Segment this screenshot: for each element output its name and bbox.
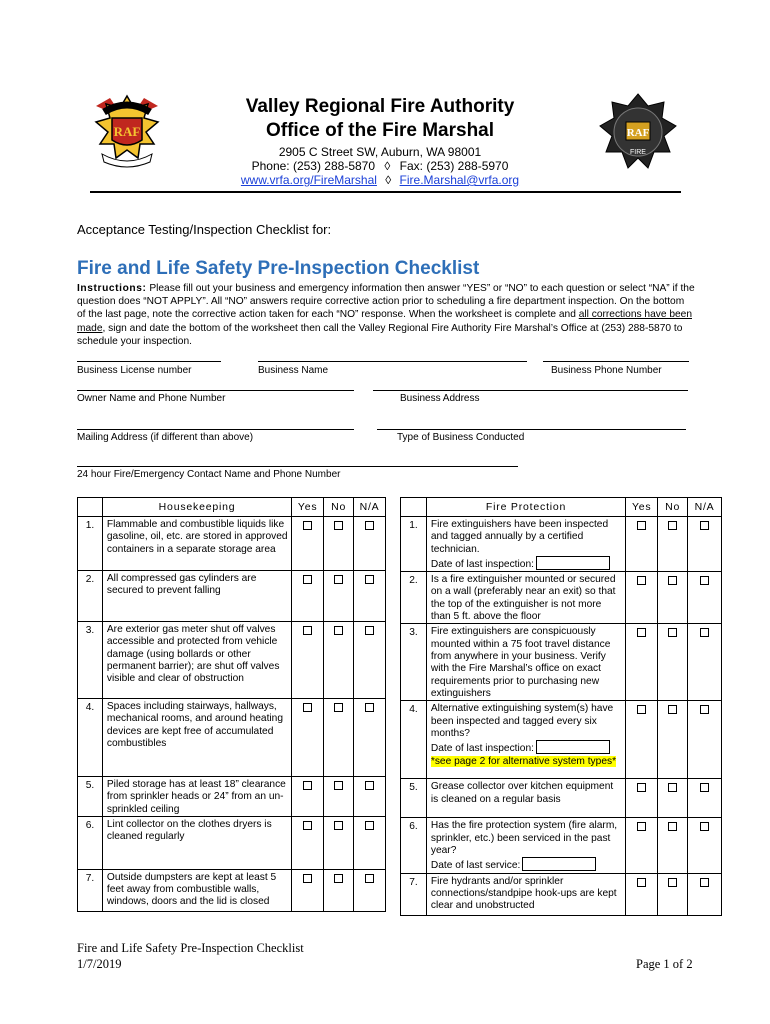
yes-checkbox[interactable] [303, 821, 312, 830]
contact-line [180, 159, 580, 174]
col-yes: Yes [292, 498, 324, 517]
svg-text:RAF: RAF [113, 124, 141, 139]
na-checkbox[interactable] [365, 521, 374, 530]
phone: Phone: (253) 288-5870 [251, 159, 376, 173]
business-name-label: Business Name [258, 365, 329, 376]
mailing-address-label: Mailing Address (if different than above) [77, 432, 254, 443]
table-row: 3. Fire extinguishers are conspicuously mounted within a 75 foot travel distance from anywhere in your business. Verify with the Fire Marshal’s office on exact requirements prior to purchasing new extinguishers [401, 624, 722, 701]
yes-checkbox[interactable] [303, 626, 312, 635]
mailing-address-line[interactable] [77, 429, 354, 430]
yes-checkbox[interactable] [303, 874, 312, 883]
see-page-2-note: *see page 2 for alternative system types* [430, 755, 617, 767]
na-checkbox[interactable] [700, 878, 709, 887]
business-type-label: Type of Business Conducted [397, 432, 525, 443]
table-row: 2. Is a fire extinguisher mounted or secured on a wall (preferably near an exit) so that the top of the extinguisher is not more than 5 ft. above the floor [401, 572, 722, 624]
website-link[interactable]: www.vrfa.org/FireMarshal [240, 173, 377, 187]
na-checkbox[interactable] [365, 703, 374, 712]
no-checkbox[interactable] [334, 575, 343, 584]
yes-checkbox[interactable] [637, 783, 646, 792]
footer-date: 1/7/2019 [77, 957, 122, 971]
na-checkbox[interactable] [700, 521, 709, 530]
na-checkbox[interactable] [365, 575, 374, 584]
na-checkbox[interactable] [365, 874, 374, 883]
no-checkbox[interactable] [668, 783, 677, 792]
fire-protection-heading: Fire Protection [426, 498, 625, 517]
address: 2905 C Street SW, Auburn, WA 98001 [278, 145, 482, 159]
table-row: 6. Lint collector on the clothes dryers is cleaned regularly [78, 816, 386, 869]
na-checkbox[interactable] [700, 576, 709, 585]
no-checkbox[interactable] [334, 521, 343, 530]
table-row: 1. Fire extinguishers have been inspected and tagged annually by a certified technician. Date of last inspection: [401, 517, 722, 572]
emergency-contact-line[interactable] [77, 466, 518, 467]
page-number: Page 1 of 2 [636, 957, 693, 971]
emergency-contact-label: 24 hour Fire/Emergency Contact Name and Phone Number [77, 469, 341, 480]
table-row: 7. Outside dumpsters are kept at least 5 feet away from combustible walls, windows, doors and the lid is closed [78, 869, 386, 911]
yes-checkbox[interactable] [637, 576, 646, 585]
no-checkbox[interactable] [334, 781, 343, 790]
col-yes: Yes [626, 498, 658, 517]
yes-checkbox[interactable] [303, 781, 312, 790]
table-row: 5. Grease collector over kitchen equipment is cleaned on a regular basis [401, 779, 722, 818]
yes-checkbox[interactable] [303, 575, 312, 584]
no-checkbox[interactable] [334, 626, 343, 635]
acceptance-label: Acceptance Testing/Inspection Checklist for: [77, 222, 332, 237]
yes-checkbox[interactable] [637, 521, 646, 530]
col-no: No [324, 498, 354, 517]
yes-checkbox[interactable] [637, 878, 646, 887]
fax: Fax: (253) 288-5970 [399, 159, 509, 173]
diamond-icon: ◊ [385, 173, 392, 187]
svg-text:FIRE: FIRE [630, 149, 646, 156]
table-row: 3. Are exterior gas meter shut off valves accessible and protected from vehicle damage (using bollards or other permanent barrier); are shut off valves visible and clear of obstruction [78, 622, 386, 699]
header-divider [90, 191, 681, 193]
yes-checkbox[interactable] [303, 521, 312, 530]
footer-title: Fire and Life Safety Pre-Inspection Checklist [77, 941, 304, 955]
table-row: 2. All compressed gas cylinders are secured to prevent falling [78, 571, 386, 622]
na-checkbox[interactable] [365, 821, 374, 830]
business-address-label: Business Address [400, 393, 480, 404]
table-row: 4. Spaces including stairways, hallways, mechanical rooms, and around heating devices are kept free of accumulated combustibles [78, 699, 386, 777]
fire-protection-table [400, 497, 722, 916]
vrfa-logo-left [88, 92, 166, 170]
no-checkbox[interactable] [668, 878, 677, 887]
no-checkbox[interactable] [334, 703, 343, 712]
office-name: Office of the Fire Marshal [265, 120, 495, 141]
no-checkbox[interactable] [668, 628, 677, 637]
na-checkbox[interactable] [365, 781, 374, 790]
no-checkbox[interactable] [668, 705, 677, 714]
owner-line[interactable] [77, 390, 354, 391]
service-date-field[interactable] [522, 857, 596, 871]
col-na: N/A [354, 498, 386, 517]
table-row: 1. Flammable and combustible liquids like gasoline, oil, etc. are stored in approved containers in a separate storage area [78, 517, 386, 571]
diamond-icon: ◊ [384, 159, 391, 173]
org-name: Valley Regional Fire Authority [245, 96, 515, 117]
owner-label: Owner Name and Phone Number [77, 393, 226, 404]
table-row: 5. Piled storage has at least 18” clearance from sprinkler heads or 24” from an un-sprinkled ceiling [78, 777, 386, 817]
na-checkbox[interactable] [700, 705, 709, 714]
business-license-label: Business License number [77, 365, 192, 376]
na-checkbox[interactable] [700, 628, 709, 637]
no-checkbox[interactable] [668, 521, 677, 530]
na-checkbox[interactable] [700, 822, 709, 831]
inspection-date-field[interactable] [536, 740, 610, 754]
svg-text:RAF: RAF [626, 127, 650, 139]
yes-checkbox[interactable] [637, 822, 646, 831]
business-phone-label: Business Phone Number [551, 365, 662, 376]
instructions: Instructions: Please fill out your business and emergency information then answer “YES” or “NO” to each question or select “NA” if the question does “NOT APPLY”. All “NO” answers require corrective action prior to scheduling a fire department inspection. On the bottom of the last page, note the corrective action taken for each “NO” response. When the worksheet is complete and all corrections have been made, sign and date the bottom of the worksheet then call the Valley Regional Fire Authority Fire Marshal’s Office at (253) 288-5870 to schedule your inspection. [77, 283, 695, 347]
col-no: No [658, 498, 688, 517]
housekeeping-table [77, 497, 386, 912]
no-checkbox[interactable] [334, 821, 343, 830]
housekeeping-heading: Housekeeping [102, 498, 291, 517]
table-row: 7. Fire hydrants and/or sprinkler connections/standpipe hook-ups are kept clear and unobstructed [401, 873, 722, 915]
vrfa-logo-right [596, 92, 680, 176]
business-license-line[interactable] [77, 361, 221, 362]
instructions-label: Instructions: [77, 283, 147, 294]
yes-checkbox[interactable] [637, 705, 646, 714]
business-address-line[interactable] [373, 390, 688, 391]
yes-checkbox[interactable] [637, 628, 646, 637]
yes-checkbox[interactable] [303, 703, 312, 712]
business-name-line[interactable] [258, 361, 527, 362]
no-checkbox[interactable] [668, 822, 677, 831]
table-row: 4. Alternative extinguishing system(s) have been inspected and tagged every six months? Date of last inspection: *see page 2 for alternative system types* [401, 701, 722, 779]
col-na: N/A [688, 498, 722, 517]
web-line [180, 173, 580, 188]
business-phone-line[interactable] [543, 361, 689, 362]
inspection-date-field[interactable] [536, 556, 610, 570]
business-type-line[interactable] [377, 429, 686, 430]
email-link[interactable]: Fire.Marshal@vrfa.org [399, 173, 520, 187]
na-checkbox[interactable] [365, 626, 374, 635]
no-checkbox[interactable] [668, 576, 677, 585]
form-title: Fire and Life Safety Pre-Inspection Checklist [77, 258, 480, 279]
table-row: 6. Has the fire protection system (fire alarm, sprinkler, etc.) been serviced in the past year? Date of last service: [401, 818, 722, 873]
no-checkbox[interactable] [334, 874, 343, 883]
na-checkbox[interactable] [700, 783, 709, 792]
